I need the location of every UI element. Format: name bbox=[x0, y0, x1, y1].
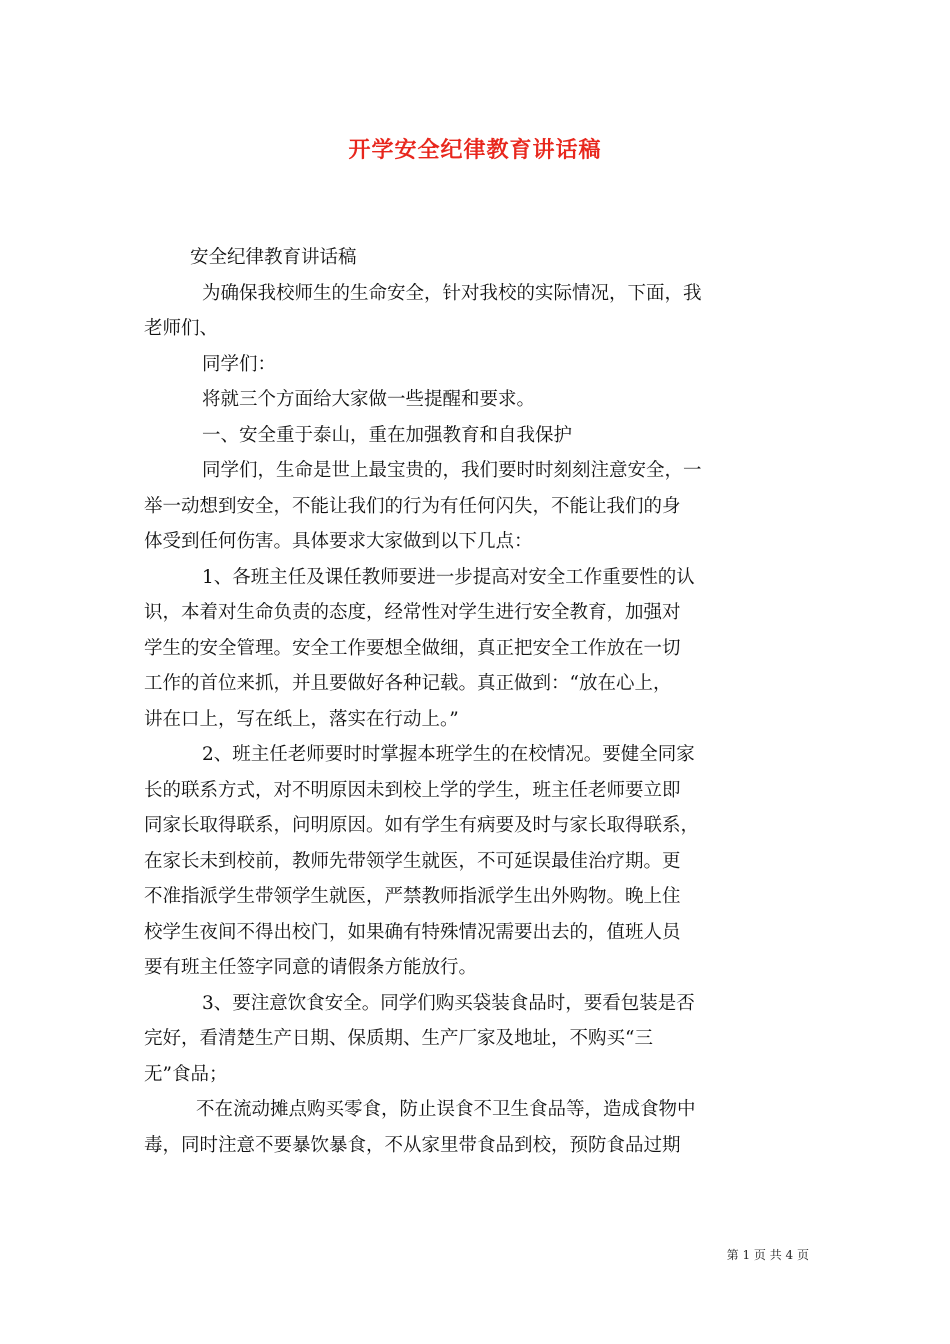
body-line: 学生的安全管理。安全工作要想全做细，真正把安全工作放在一切 bbox=[144, 637, 681, 659]
body-line: 同学们： bbox=[202, 353, 277, 375]
body-line: 工作的首位来抓，并且要做好各种记载。真正做到：“放在心上， bbox=[144, 673, 672, 694]
page-indicator: 第 1 页 共 4 页 bbox=[726, 1248, 809, 1262]
body-line: 2、班主任老师要时时掌握本班学生的在校情况。要健全同家 bbox=[202, 744, 695, 765]
body-line: 1、各班主任及课任教师要进一步提高对安全工作重要性的认 bbox=[202, 566, 695, 588]
body-line: 老师们、 bbox=[144, 318, 219, 339]
body-line: 为确保我校师生的生命安全，针对我校的实际情况，下面，我 bbox=[202, 282, 702, 304]
body-line: 不准指派学生带领学生就医，严禁教师指派学生出外购物。晚上住 bbox=[144, 886, 681, 907]
body-line: 识，本着对生命负责的态度，经常性对学生进行安全教育，加强对 bbox=[144, 602, 681, 623]
body-line: 3、要注意饮食安全。同学们购买袋装食品时，要看包装是否 bbox=[202, 992, 695, 1014]
body-line: 长的联系方式，对不明原因未到校上学的学生，班主任老师要立即 bbox=[144, 779, 681, 801]
body-line: 在家长未到校前，教师先带领学生就医，不可延误最佳治疗期。更 bbox=[144, 850, 681, 872]
body-line: 体受到任何伤害。具体要求大家做到以下几点： bbox=[144, 531, 533, 552]
body-line: 将就三个方面给大家做一些提醒和要求。 bbox=[202, 389, 536, 410]
body-line: 举一动想到安全，不能让我们的行为有任何闪失，不能让我们的身 bbox=[144, 495, 681, 517]
body-line: 同家长取得联系，问明原因。如有学生有病要及时与家长取得联系， bbox=[144, 815, 700, 836]
body-line: 讲在口上，写在纸上，落实在行动上。” bbox=[144, 708, 459, 730]
body-line: 完好，看清楚生产日期、保质期、生产厂家及地址，不购买“三 bbox=[144, 1028, 653, 1049]
body-line: 不在流动摊点购买零食，防止误食不卫生食品等，造成食物中 bbox=[196, 1099, 696, 1120]
body-line: 要有班主任签字同意的请假条方能放行。 bbox=[144, 957, 478, 978]
body-line: 同学们，生命是世上最宝贵的，我们要时时刻刻注意安全，一 bbox=[202, 460, 702, 481]
document-body bbox=[144, 240, 809, 1163]
document-title: 开学安全纪律教育讲话稿 bbox=[348, 137, 602, 163]
body-line: 校学生夜间不得出校门，如果确有特殊情况需要出去的，值班人员 bbox=[144, 921, 681, 943]
body-line: 一、安全重于泰山，重在加强教育和自我保护 bbox=[202, 424, 573, 446]
body-line: 安全纪律教育讲话稿 bbox=[190, 247, 357, 268]
body-line: 毒，同时注意不要暴饮暴食，不从家里带食品到校，预防食品过期 bbox=[144, 1134, 681, 1156]
body-line: 无”食品； bbox=[144, 1063, 228, 1085]
